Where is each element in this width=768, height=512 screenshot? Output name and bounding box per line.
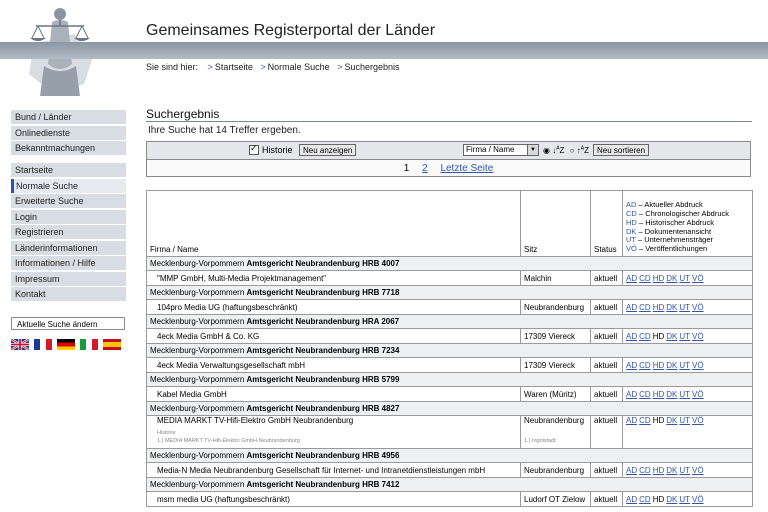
table-row [147, 329, 753, 344]
sidebar-item-registrieren[interactable]: Registrieren [11, 225, 126, 239]
court-register: Amtsgericht Neubrandenburg HRB 7412 [246, 480, 400, 489]
firm-name [147, 463, 521, 478]
sort-descending-radio[interactable]: ○ ↑$^A$Z [569, 145, 589, 155]
breadcrumb-link-search[interactable]: Normale Suche [267, 62, 330, 72]
court-group-row [147, 286, 753, 300]
doc-link-ut[interactable]: UT [679, 389, 691, 399]
doc-link-ut[interactable]: UT [679, 273, 691, 283]
sort-button[interactable]: Neu sortieren [593, 144, 649, 156]
doc-link-hd[interactable]: HD [652, 360, 665, 370]
document-links [623, 387, 753, 402]
doc-link-ad[interactable]: AD [626, 273, 638, 283]
legend-text: – Aktueller Abdruck [638, 200, 703, 210]
germany-flag-icon[interactable] [57, 339, 75, 350]
doc-link-ad[interactable]: AD [626, 302, 638, 312]
doc-link-dk[interactable]: DK [666, 302, 678, 312]
sidebar-item-bekanntmachungen[interactable]: Bekanntmachungen [11, 141, 126, 155]
state-name: Mecklenburg-Vorpommern [150, 375, 245, 384]
court-group-row [147, 257, 753, 271]
doc-link-dk[interactable]: DK [666, 389, 678, 399]
doc-link-dk[interactable]: DK [666, 465, 678, 475]
table-row [147, 387, 753, 402]
results-table [146, 190, 753, 507]
sidebar-item-informationen-hilfe[interactable]: Informationen / Hilfe [11, 256, 126, 270]
firm-sitz-text: 17309 Viereck [524, 360, 575, 370]
court-register: Amtsgericht Neubrandenburg HRB 7234 [246, 346, 400, 355]
language-flags [11, 339, 121, 350]
table-row [147, 492, 753, 507]
court-cell [147, 478, 753, 492]
doc-link-voe[interactable]: VÖ [692, 331, 704, 341]
history-label: Historie [157, 430, 176, 436]
state-name: Mecklenburg-Vorpommern [150, 259, 245, 268]
doc-link-cd[interactable]: CD [639, 494, 651, 504]
doc-link-ut[interactable]: UT [679, 465, 691, 475]
table-row [147, 358, 753, 373]
firm-sitz [521, 416, 591, 449]
doc-link-hd[interactable]: HD [652, 273, 665, 283]
status-value: aktuell [591, 492, 623, 507]
firm-sitz [521, 329, 591, 344]
doc-link-ad[interactable]: AD [626, 389, 638, 399]
state-name: Mecklenburg-Vorpommern [150, 317, 245, 326]
doc-link-dk[interactable]: DK [666, 331, 678, 341]
firm-name-text: 4eck Media Verwaltungsgesellschaft mbH [157, 360, 306, 370]
page-title: Suchergebnis [146, 107, 220, 121]
doc-link-ad[interactable]: AD [626, 360, 638, 370]
document-links [623, 463, 753, 478]
firm-name-text: 104pro Media UG (haftungsbeschränkt) [157, 302, 298, 312]
court-register: Amtsgericht Neubrandenburg HRB 4827 [246, 404, 400, 413]
doc-link-ut[interactable]: UT [679, 360, 691, 370]
court-register: Amtsgericht Neubrandenburg HRB 5799 [246, 375, 400, 384]
firm-sitz [521, 492, 591, 507]
doc-link-ut[interactable]: UT [679, 416, 691, 425]
firm-name [147, 358, 521, 373]
legend-key: DK [626, 226, 637, 236]
sort-select[interactable] [463, 144, 539, 156]
doc-link-cd[interactable]: CD [639, 416, 651, 425]
sidebar-item-erweiterte-suche[interactable]: Erweiterte Suche [11, 194, 126, 208]
breadcrumb-arrow-icon: > [207, 62, 213, 72]
doc-link-dk[interactable]: DK [666, 494, 678, 504]
court-register: Amtsgericht Neubrandenburg HRB 4007 [246, 259, 400, 268]
state-name: Mecklenburg-Vorpommern [150, 346, 245, 355]
sidebar-top-nav [11, 110, 126, 157]
breadcrumb-arrow-icon: > [260, 62, 266, 72]
status-value: aktuell [591, 271, 623, 286]
historie-label: Historie [262, 145, 293, 155]
sidebar-item-kontakt[interactable]: Kontakt [11, 287, 126, 301]
legend-text: – Dokumentenansicht [638, 226, 712, 236]
legend [623, 191, 753, 257]
legend-key: AD [626, 200, 637, 210]
firm-sitz [521, 300, 591, 315]
doc-link-ad[interactable]: AD [626, 465, 638, 475]
firm-name-text: "MMP GmbH, Multi-Media Projektmanagement" [157, 273, 327, 283]
firm-sitz [521, 463, 591, 478]
sidebar-item-login[interactable]: Login [11, 210, 126, 224]
checkbox-icon[interactable] [249, 145, 259, 155]
doc-link-hd[interactable]: HD [652, 389, 665, 399]
sidebar-item-startseite[interactable]: Startseite [11, 163, 126, 177]
doc-link-ad[interactable]: AD [626, 416, 638, 425]
document-links [623, 416, 753, 449]
doc-link-cd[interactable]: CD [639, 389, 651, 399]
sort-ascending-radio[interactable]: ◉ ↓$^A$Z [543, 145, 565, 155]
doc-link-voe[interactable]: VÖ [692, 273, 704, 283]
firm-sitz-text: Waren (Müritz) [524, 389, 577, 399]
firm-name-text: msm media UG (haftungsbeschränkt) [157, 494, 290, 504]
firm-sitz-text: 17309 Viereck [524, 331, 575, 341]
legend-key: UT [626, 235, 636, 245]
legend-key: HD [626, 217, 637, 227]
sidebar-item-onlinedienste[interactable]: Onlinedienste [11, 126, 126, 140]
firm-name-text: 4eck Media GmbH & Co. KG [157, 331, 260, 341]
firm-sitz-text: Neubrandenburg [524, 416, 585, 425]
firm-sitz-text: Neubrandenburg [524, 302, 585, 312]
legend-text: – Unternehmensträger [637, 235, 714, 245]
court-cell [147, 449, 753, 463]
history-name: 1.) MEDIA MARKT TV-Hifi-Elektro GmbH Neubrandenburg [157, 438, 300, 444]
page-header-title: Gemeinsames Registerportal der Länder [146, 22, 436, 39]
court-cell [147, 257, 753, 271]
firm-sitz-text: Ludorf OT Zielow [524, 494, 586, 504]
page-link-2[interactable]: 2 [422, 163, 428, 174]
page-link-last[interactable]: Letzte Seite [440, 163, 494, 174]
court-cell [147, 286, 753, 300]
header-band [0, 42, 768, 59]
firm-sitz [521, 387, 591, 402]
court-group-row [147, 402, 753, 416]
doc-link-hd: HD [652, 331, 665, 341]
doc-link-dk[interactable]: DK [666, 416, 678, 425]
doc-link-cd[interactable]: CD [639, 331, 651, 341]
status-value: aktuell [591, 416, 623, 449]
document-links [623, 492, 753, 507]
column-header-sitz: Sitz [521, 191, 591, 257]
legend-text: – Chronologischer Abdruck [638, 209, 729, 219]
legend-key: VÖ [626, 244, 637, 254]
doc-link-voe[interactable]: VÖ [692, 465, 704, 475]
uk-flag-icon[interactable] [11, 339, 29, 350]
doc-link-ut[interactable]: UT [679, 331, 691, 341]
court-group-row [147, 449, 753, 463]
court-cell [147, 402, 753, 416]
firm-sitz-text: Malchin [524, 273, 552, 283]
court-group-row [147, 373, 753, 387]
table-row [147, 300, 753, 315]
spain-flag-icon[interactable] [103, 339, 121, 350]
firm-sitz [521, 358, 591, 373]
court-cell [147, 373, 753, 387]
doc-link-ut[interactable]: UT [679, 302, 691, 312]
firm-name [147, 300, 521, 315]
legend-text: – Historischer Abdruck [638, 217, 714, 227]
doc-link-hd[interactable]: HD [652, 465, 665, 475]
state-name: Mecklenburg-Vorpommern [150, 480, 245, 489]
state-name: Mecklenburg-Vorpommern [150, 288, 245, 297]
sort-direction-radios [543, 145, 589, 155]
court-register: Amtsgericht Neubrandenburg HRB 4956 [246, 451, 400, 460]
italy-flag-icon[interactable] [80, 339, 98, 350]
doc-link-ad[interactable]: AD [626, 331, 638, 341]
status-value: aktuell [591, 329, 623, 344]
status-value: aktuell [591, 358, 623, 373]
state-name: Mecklenburg-Vorpommern [150, 451, 245, 460]
history-sitz: 1.) Ingolstadt [524, 438, 556, 444]
doc-link-dk[interactable]: DK [666, 360, 678, 370]
controls-toolbar [147, 142, 750, 160]
pagination [147, 163, 750, 174]
firm-sitz [521, 271, 591, 286]
court-group-row [147, 315, 753, 329]
doc-link-cd[interactable]: CD [639, 465, 651, 475]
table-row [147, 416, 753, 449]
legend-text: – Veröffentlichungen [638, 244, 708, 254]
firm-name [147, 271, 521, 286]
result-controls [146, 141, 751, 177]
legend-key: CD [626, 209, 637, 219]
firm-name [147, 416, 521, 449]
column-header-firma: Firma / Name [147, 191, 521, 257]
court-register: Amtsgericht Neubrandenburg HRA 2067 [246, 317, 400, 326]
breadcrumb-current: Suchergebnis [344, 62, 400, 72]
court-group-row [147, 344, 753, 358]
court-cell [147, 315, 753, 329]
doc-link-hd[interactable]: HD [652, 302, 665, 312]
status-value: aktuell [591, 387, 623, 402]
doc-link-cd[interactable]: CD [639, 360, 651, 370]
legend-item [626, 245, 749, 254]
table-row [147, 463, 753, 478]
breadcrumb [146, 62, 399, 72]
change-search-button[interactable]: Aktuelle Suche ändern [11, 317, 125, 330]
breadcrumb-prefix: Sie sind hier: [146, 62, 199, 72]
chevron-down-icon[interactable]: ▼ [527, 145, 538, 155]
column-header-status: Status [591, 191, 623, 257]
firm-name [147, 329, 521, 344]
firm-name-text: Kabel Media GmbH [157, 389, 227, 399]
table-row [147, 271, 753, 286]
doc-link-dk[interactable]: DK [666, 273, 678, 283]
court-register: Amtsgericht Neubrandenburg HRB 7718 [246, 288, 400, 297]
firm-name-text: MEDIA MARKT TV-Hifi-Elektro GmbH Neubrandenburg [157, 416, 354, 425]
document-links [623, 329, 753, 344]
court-group-row [147, 478, 753, 492]
court-cell [147, 344, 753, 358]
sort-select-value: Firma / Name [466, 145, 515, 154]
document-links [623, 300, 753, 315]
sidebar-item-laenderinformationen[interactable]: Länderinformationen [11, 241, 126, 255]
doc-link-voe[interactable]: VÖ [692, 494, 704, 504]
breadcrumb-arrow-icon: > [337, 62, 343, 72]
doc-link-voe[interactable]: VÖ [692, 389, 704, 399]
firm-name-text: Media-N Media Neubrandenburg Gesellschaft für Internet- und Intranetdienstleistungen mbH [157, 465, 486, 475]
sidebar-item-normale-suche[interactable]: Normale Suche [11, 179, 126, 193]
title-divider [146, 121, 752, 122]
sidebar-main-nav [11, 163, 126, 303]
status-value: aktuell [591, 300, 623, 315]
doc-link-cd[interactable]: CD [639, 302, 651, 312]
result-count: Ihre Suche hat 14 Treffer ergeben. [148, 125, 301, 136]
doc-link-cd[interactable]: CD [639, 273, 651, 283]
state-name: Mecklenburg-Vorpommern [150, 404, 245, 413]
status-value: aktuell [591, 463, 623, 478]
doc-link-ut[interactable]: UT [679, 494, 691, 504]
sidebar-item-impressum[interactable]: Impressum [11, 272, 126, 286]
document-links [623, 271, 753, 286]
sidebar-item-bund-laender[interactable]: Bund / Länder [11, 110, 126, 124]
firm-name [147, 492, 521, 507]
firm-sitz-text: Neubrandenburg [524, 465, 585, 475]
doc-link-voe[interactable]: VÖ [692, 302, 704, 312]
historie-checkbox[interactable] [249, 145, 293, 155]
doc-link-hd: HD [652, 494, 665, 504]
doc-link-voe[interactable]: VÖ [692, 416, 704, 425]
page-current: 1 [403, 163, 410, 174]
france-flag-icon[interactable] [34, 339, 52, 350]
document-links [623, 358, 753, 373]
doc-link-hd: HD [652, 416, 665, 425]
show-button[interactable]: Neu anzeigen [299, 144, 356, 156]
breadcrumb-link-start[interactable]: Startseite [214, 62, 253, 72]
doc-link-ad[interactable]: AD [626, 494, 638, 504]
firm-name [147, 387, 521, 402]
doc-link-voe[interactable]: VÖ [692, 360, 704, 370]
